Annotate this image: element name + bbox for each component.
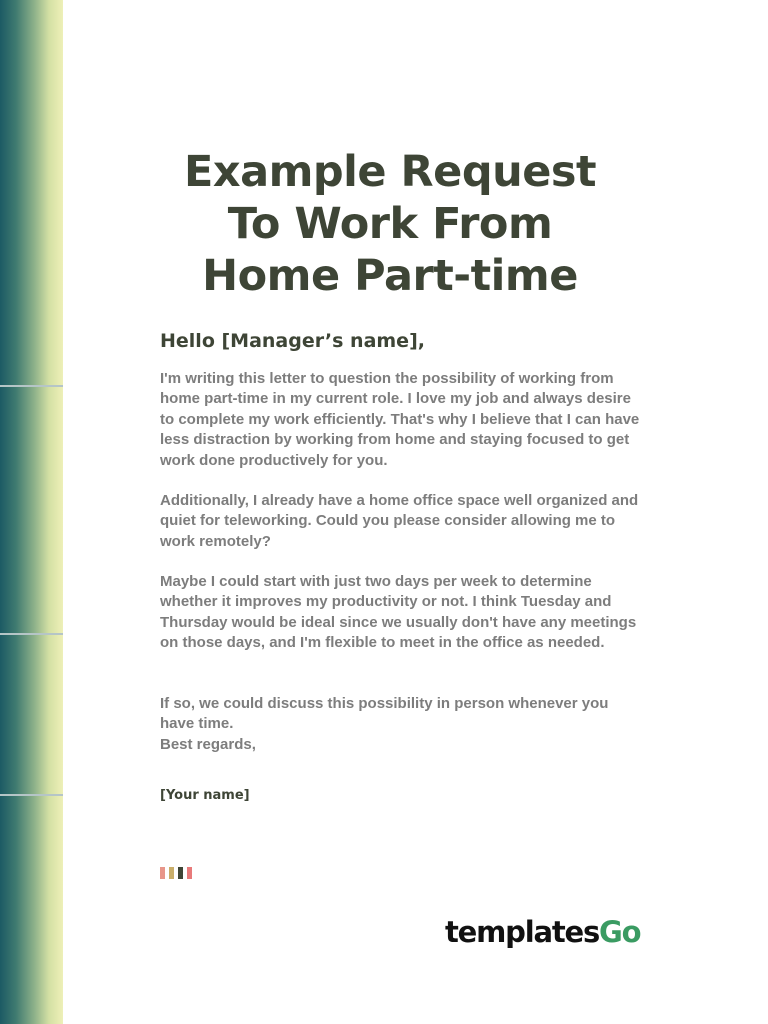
letter-paragraph: Additionally, I already have a home office space well organized and quiet for teleworking. Could you please consider allowing me to work remotely? xyxy=(160,492,639,550)
letter-paragraph: Maybe I could start with just two days per week to determine whether it improves my productivity or not. I think Tuesday and Thursday would be ideal since we usually don't have any meetings on those days, and I'm flexible to meet in the office as needed. xyxy=(160,573,637,652)
letter-paragraph: I'm writing this letter to question the possibility of working from home part-time in my current role. I love my job and always desire to complete my work efficiently. That's why I believe that I can have less distraction by working from home and staying focused to get work done productively for you. xyxy=(160,370,640,469)
side-strip-segment xyxy=(0,796,63,1024)
signature-placeholder: [Your name] xyxy=(160,788,250,803)
side-strip-segment xyxy=(0,0,63,385)
logo-text-templates: templates xyxy=(445,915,600,949)
color-swatch xyxy=(169,867,174,879)
color-swatch xyxy=(160,867,165,879)
decorative-side-strip xyxy=(0,0,63,1024)
color-swatch xyxy=(187,867,192,879)
color-swatches xyxy=(160,867,192,879)
title-line: Example Request xyxy=(183,147,597,197)
title-line: To Work From xyxy=(227,199,553,249)
side-strip-segment xyxy=(0,635,63,794)
letter-greeting: Hello [Manager’s name], xyxy=(160,330,425,352)
color-swatch xyxy=(178,867,183,879)
letter-closing: Best regards, xyxy=(160,736,256,753)
side-strip-segment xyxy=(0,387,63,633)
templatesgo-logo xyxy=(445,912,640,952)
logo-text-go: Go xyxy=(599,915,641,949)
document-title xyxy=(120,146,660,302)
title-line: Home Part-time xyxy=(202,251,578,301)
letter-paragraph: If so, we could discuss this possibility in person whenever you have time. xyxy=(160,695,609,733)
